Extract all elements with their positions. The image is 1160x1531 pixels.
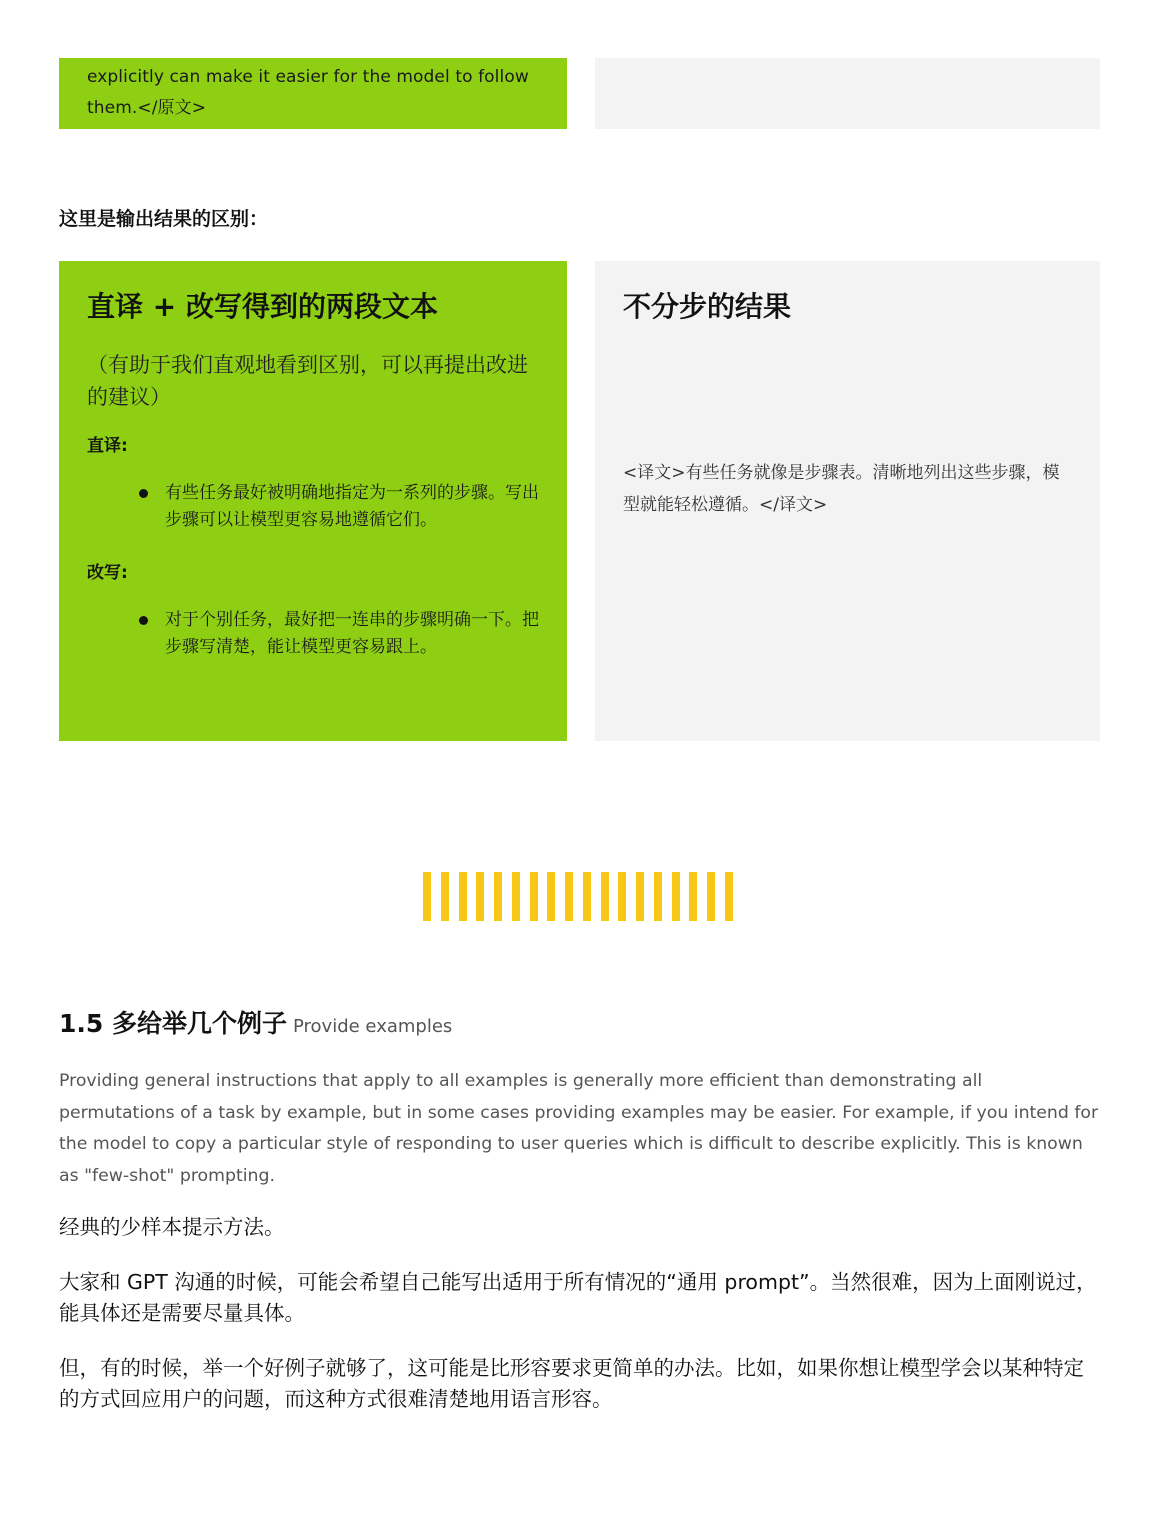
compare-label: 这里是输出结果的区别： [59, 208, 269, 230]
rewrite-label: 改写: [87, 563, 128, 583]
section-divider [423, 872, 733, 921]
divider-stripe [689, 872, 697, 921]
literal-list [87, 480, 539, 534]
section-title: 1.5 多给举几个例子 [59, 1009, 287, 1038]
divider-stripe [512, 872, 520, 921]
literal-rewrite-title: 直译 + 改写得到的两段文本 [87, 290, 438, 323]
bullet-icon [139, 616, 148, 625]
divider-stripe [565, 872, 573, 921]
divider-stripe [494, 872, 502, 921]
divider-stripe [654, 872, 662, 921]
rewrite-text: 对于个别任务，最好把一连串的步骤明确一下。把步骤写清楚，能让模型更容易跟上。 [165, 610, 539, 657]
divider-stripe [423, 872, 431, 921]
original-text-tail: explicitly can make it easier for the model to follow them.</原文> [87, 67, 529, 118]
divider-stripe [476, 872, 484, 921]
english-paragraph: Providing general instructions that apply to all examples is generally more efficient than demonstrating all permutations of a task by example, but in some cases providing examples may be easier. For example, if you intend for the model to copy a particular style of responding to user queries which is difficult to describe explicitly. This is known as "few-shot" prompting. [59, 1071, 1099, 1186]
no-steps-text: <译文>有些任务就像是步骤表。清晰地列出这些步骤，模型就能轻松遵循。</译文> [623, 463, 1060, 515]
divider-stripe [601, 872, 609, 921]
divider-stripe [707, 872, 715, 921]
no-steps-result-box [595, 261, 1100, 741]
divider-stripe [725, 872, 733, 921]
divider-stripe [459, 872, 467, 921]
literal-label: 直译: [87, 436, 128, 456]
list-item [87, 607, 539, 661]
cn-paragraph-1: 经典的少样本提示方法。 [59, 1215, 285, 1239]
translation-box-tail [595, 58, 1100, 129]
divider-stripe [530, 872, 538, 921]
divider-stripe [547, 872, 555, 921]
original-text-box-tail [59, 58, 567, 129]
cn-paragraph-2: 大家和 GPT 沟通的时候，可能会希望自己能写出适用于所有情况的“通用 prompt”。当然很难，因为上面刚说过，能具体还是需要尽量具体。 [59, 1270, 1097, 1325]
divider-stripe [672, 872, 680, 921]
divider-stripe [636, 872, 644, 921]
section-title-en: Provide examples [293, 1016, 453, 1037]
section-heading [59, 1004, 452, 1040]
literal-text: 有些任务最好被明确地指定为一系列的步骤。写出步骤可以让模型更容易地遵循它们。 [165, 483, 539, 530]
divider-stripe [583, 872, 591, 921]
bullet-icon [139, 489, 148, 498]
no-steps-title: 不分步的结果 [623, 290, 792, 323]
divider-stripe [441, 872, 449, 921]
rewrite-list [87, 607, 539, 661]
literal-rewrite-subtitle: （有助于我们直观地看到区别，可以再提出改进的建议） [87, 353, 528, 409]
divider-stripe [618, 872, 626, 921]
cn-paragraph-3: 但，有的时候，举一个好例子就够了，这可能是比形容要求更简单的办法。比如，如果你想让模型学会以某种特定的方式回应用户的问题，而这种方式很难清楚地用语言形容。 [59, 1356, 1084, 1411]
literal-rewrite-box [59, 261, 567, 741]
list-item [87, 480, 539, 534]
